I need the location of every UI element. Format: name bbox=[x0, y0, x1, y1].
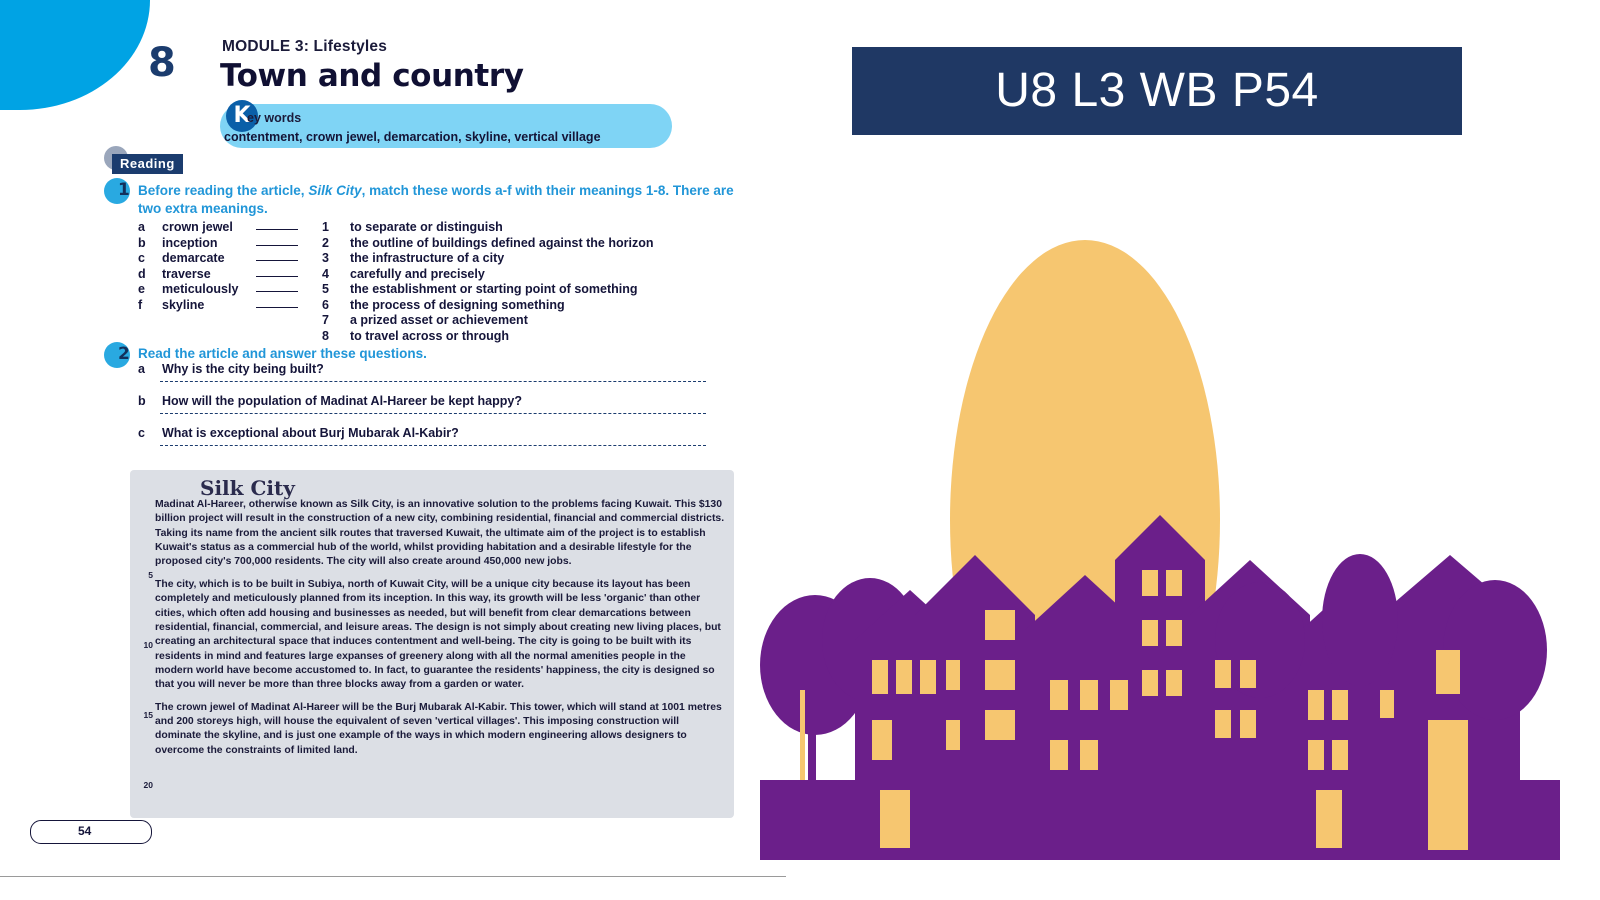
match-meaning-number: 7 bbox=[322, 313, 329, 327]
article-line-number: 20 bbox=[143, 780, 153, 790]
question-text: How will the population of Madinat Al-Hareer be kept happy? bbox=[162, 394, 522, 408]
match-meaning-text: to separate or distinguish bbox=[350, 220, 503, 234]
page-bottom-rule bbox=[0, 876, 786, 877]
unit-number: 8 bbox=[148, 40, 176, 86]
match-meanings-column bbox=[322, 220, 722, 344]
exercise-1-instruction-part2: , match these words a-f with their meanings 1-8. There are two extra meanings. bbox=[138, 183, 734, 217]
article-paragraph: The crown jewel of Madinat Al-Hareer will be the Burj Mubarak Al-Kabir. This tower, which will stand at 1001 metres and 200 storeys high, will house the equivalent of seven 'vertical villages'. This imposing construction will dominate the skyline, and is just one example of the ways in which modern engineering allows designers to overcome the constraints of limited land. bbox=[155, 701, 722, 756]
match-meaning-row bbox=[322, 329, 722, 345]
match-meaning-number: 5 bbox=[322, 282, 329, 296]
match-answer-blank[interactable] bbox=[256, 245, 298, 246]
match-meaning-number: 4 bbox=[322, 266, 329, 281]
question-text: What is exceptional about Burj Mubarak Al-Kabir? bbox=[162, 426, 459, 440]
match-meaning-text: the process of designing something bbox=[350, 297, 565, 312]
match-meaning-row bbox=[322, 220, 722, 236]
match-word-letter: d bbox=[138, 266, 146, 281]
match-meaning-text: the infrastructure of a city bbox=[350, 251, 505, 265]
match-word-letter: f bbox=[138, 297, 143, 312]
title-banner-label: U8 L3 WB P54 bbox=[995, 64, 1319, 117]
exercise-1-instruction-part1: Before reading the article, bbox=[138, 183, 309, 198]
question-letter: a bbox=[138, 362, 145, 376]
match-word-text: skyline bbox=[162, 297, 205, 312]
exercise-2-instruction: Read the article and answer these questions. bbox=[138, 346, 427, 361]
match-word-row bbox=[138, 220, 318, 236]
exercise-2-number: 2 bbox=[118, 344, 130, 364]
answer-line[interactable] bbox=[160, 381, 706, 382]
match-word-row bbox=[138, 298, 318, 314]
village-illustration bbox=[760, 220, 1560, 860]
article-paragraph: Madinat Al-Hareer, otherwise known as Silk City, is an innovative solution to the problems facing Kuwait. This $130 billion project will result in the construction of a new city, combining residential, financial and commercial districts. Taking its name from the ancient silk routes that traversed Kuwait, the ultimate aim of the project is to establish Kuwait's status as a commercial hub of the world, whilst providing habitation and a desirable lifestyle for the proposed city's 700,000 residents. The city will also create around 450,000 new jobs. bbox=[155, 499, 725, 568]
match-word-text: inception bbox=[162, 235, 218, 250]
article-line-number: 10 bbox=[143, 640, 153, 650]
match-word-letter: b bbox=[138, 235, 146, 250]
worksheet-page-scan bbox=[0, 0, 800, 880]
module-line: MODULE 3: Lifestyles bbox=[222, 38, 388, 55]
match-meaning-text: carefully and precisely bbox=[350, 266, 485, 281]
key-words-badge-icon: K bbox=[226, 100, 258, 132]
match-meaning-text: a prized asset or achievement bbox=[350, 313, 528, 327]
match-meaning-text: the establishment or starting point of something bbox=[350, 282, 638, 296]
match-meaning-number: 2 bbox=[322, 235, 329, 250]
match-meaning-text: the outline of buildings defined against the horizon bbox=[350, 235, 654, 250]
key-words-heading: ey words bbox=[247, 111, 302, 125]
question-letter: b bbox=[138, 394, 146, 408]
match-meaning-number: 3 bbox=[322, 251, 329, 265]
exercise-1-instruction bbox=[138, 182, 754, 218]
article-title: Silk City bbox=[200, 476, 295, 500]
key-words-list: contentment, crown jewel, demarcation, skyline, vertical village bbox=[224, 130, 601, 144]
answer-line[interactable] bbox=[160, 413, 706, 414]
match-word-text: meticulously bbox=[162, 282, 239, 296]
article-line-number: 15 bbox=[143, 710, 153, 720]
match-meaning-row bbox=[322, 251, 722, 267]
match-meaning-row bbox=[322, 267, 722, 283]
match-answer-blank[interactable] bbox=[256, 260, 298, 261]
match-word-letter: e bbox=[138, 282, 145, 296]
match-word-text: traverse bbox=[162, 266, 211, 281]
page-number: 54 bbox=[78, 824, 92, 838]
match-word-row bbox=[138, 267, 318, 283]
match-meaning-number: 6 bbox=[322, 297, 329, 312]
article-paragraph: The city, which is to be built in Subiya, north of Kuwait City, will be a unique city because its layout has been completely and meticulously planned from its inception. In this way, its growth will be less 'organic' than other cities, which often add housing and businesses as needed, but will benefit from clear demarcations between residential, financial, commercial, and leisure areas. The design is not simply about creating new living places, but creating an architectural space that induces contentment and well-being. The city is going to be built with its residents in mind and features large expanses of greenery along with all the normal amenities people in the modern world have become accustomed to. In fact, to guarantee the residents' happiness, the city is designed so that you will never be more than three blocks away from a garden or water. bbox=[155, 578, 721, 691]
match-meaning-row bbox=[322, 282, 722, 298]
match-meaning-text: to travel across or through bbox=[350, 328, 510, 343]
match-word-row bbox=[138, 251, 318, 267]
match-word-letter: a bbox=[138, 220, 145, 234]
article-line-number: 5 bbox=[148, 570, 153, 580]
blue-corner-decoration bbox=[0, 0, 150, 110]
match-word-text: crown jewel bbox=[162, 220, 233, 234]
match-word-letter: c bbox=[138, 251, 145, 265]
match-word-text: demarcate bbox=[162, 251, 225, 265]
exercise-1-number: 1 bbox=[118, 180, 130, 200]
match-answer-blank[interactable] bbox=[256, 229, 298, 230]
question-text: Why is the city being built? bbox=[162, 362, 324, 376]
match-meaning-number: 8 bbox=[322, 328, 329, 343]
match-meaning-row bbox=[322, 236, 722, 252]
match-answer-blank[interactable] bbox=[256, 276, 298, 277]
match-answer-blank[interactable] bbox=[256, 307, 298, 308]
section-label-reading: Reading bbox=[112, 154, 183, 174]
match-meaning-number: 1 bbox=[322, 220, 329, 234]
match-answer-blank[interactable] bbox=[256, 291, 298, 292]
question-letter: c bbox=[138, 426, 145, 440]
article-body bbox=[155, 498, 725, 766]
match-word-row bbox=[138, 282, 318, 298]
page-title: Town and country bbox=[220, 58, 524, 94]
match-word-row bbox=[138, 236, 318, 252]
exercise-1-instruction-italic: Silk City bbox=[308, 183, 362, 198]
match-words-column bbox=[138, 220, 318, 313]
match-meaning-row bbox=[322, 298, 722, 314]
match-meaning-row bbox=[322, 313, 722, 329]
answer-line[interactable] bbox=[160, 445, 706, 446]
